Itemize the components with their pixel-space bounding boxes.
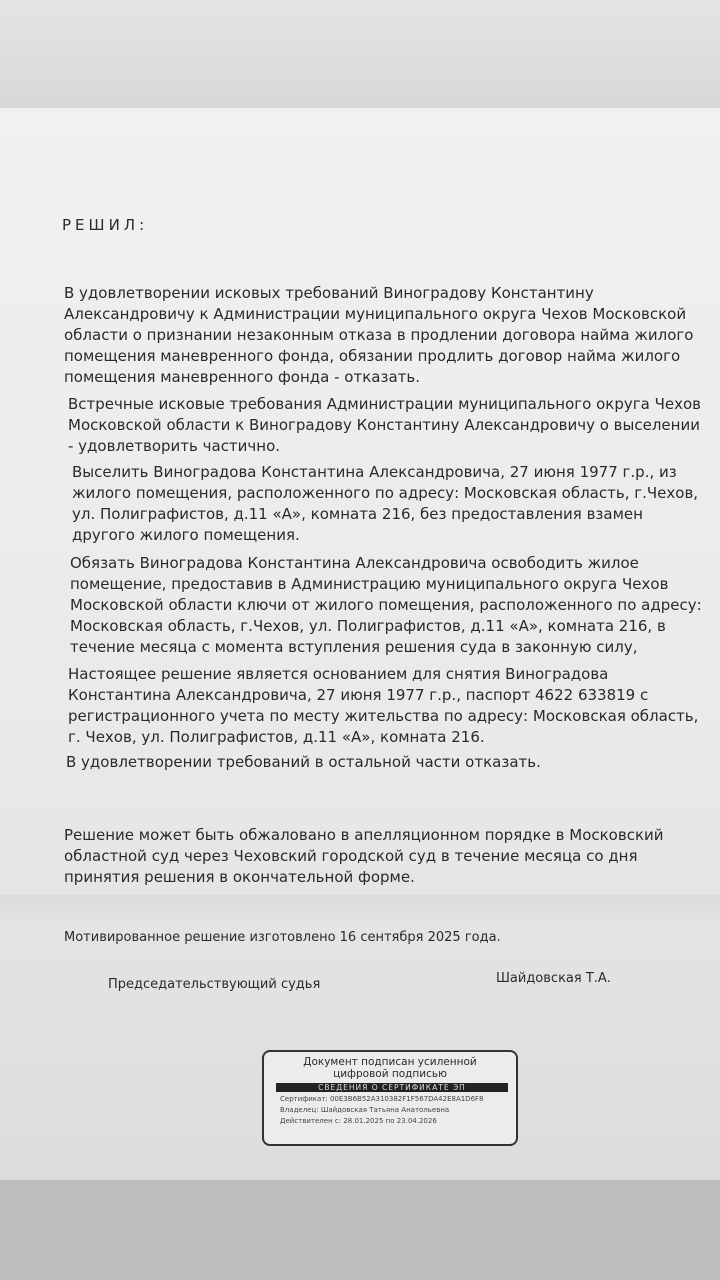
text-line: жилого помещения, расположенного по адресу: Московская область, г.Чехов, [72, 484, 699, 502]
stamp-title-line: Документ подписан усиленной [303, 1056, 477, 1068]
stamp-certificate-header: СВЕДЕНИЯ О СЕРТИФИКАТЕ ЭП [276, 1083, 508, 1092]
text-line: ул. Полиграфистов, д.11 «А», комната 216, без предоставления взамен [72, 505, 643, 523]
text-line: принятия решения в окончательной форме. [64, 868, 415, 886]
paragraph-eviction [72, 462, 698, 546]
text-line: В удовлетворении исковых требований Виноградову Константину [64, 284, 594, 302]
background-top [0, 0, 720, 108]
text-line: - удовлетворить частично. [68, 437, 281, 455]
text-line: помещение, предоставив в Администрацию муниципального округа Чехов [70, 575, 669, 593]
paragraph-counterclaims [68, 394, 701, 457]
motivated-decision-date: Мотивированное решение изготовлено 16 сентября 2025 года. [64, 930, 501, 945]
text-line: Настоящее решение является основанием для снятия Виноградова [68, 665, 609, 683]
decision-heading: РЕШИЛ: [62, 216, 149, 234]
text-line: Московской области ключи от жилого помещения, расположенного по адресу: [70, 596, 702, 614]
judge-name: Шайдовская Т.А. [496, 971, 611, 986]
paragraph-deregistration [68, 664, 698, 748]
text-line: г. Чехов, ул. Полиграфистов, д.11 «А», комната 216. [68, 728, 485, 746]
digital-signature-stamp [262, 1050, 518, 1146]
stamp-validity: Действителен с: 28.01.2025 по 23.04.2026 [280, 1117, 437, 1125]
background-bottom [0, 1180, 720, 1280]
text-line: течение месяца с момента вступления решения суда в законную силу, [70, 638, 638, 656]
stamp-owner: Владелец: Шайдовская Татьяна Анатольевна [280, 1106, 450, 1114]
text-line: Московская область, г.Чехов, ул. Полиграфистов, д.11 «А», комната 216, в [70, 617, 666, 635]
stamp-title [264, 1056, 516, 1080]
paragraph-rest-denied [66, 752, 541, 773]
text-line: регистрационного учета по месту жительства по адресу: Московская область, [68, 707, 699, 725]
paragraph-obligation [70, 553, 702, 658]
text-line: Константина Александровича, 27 июня 1977 г.р., паспорт 4622 633819 с [68, 686, 649, 704]
judge-title: Председательствующий судья [108, 977, 321, 992]
paragraph-appeal [64, 825, 664, 888]
text-line: другого жилого помещения. [72, 526, 300, 544]
text-line: Московской области к Виноградову Константину Александровичу о выселении [68, 416, 700, 434]
text-line: В удовлетворении требований в остальной части отказать. [66, 753, 541, 771]
stamp-title-line: цифровой подписью [333, 1068, 447, 1080]
paragraph-claims-denied [64, 283, 693, 388]
text-line: области о признании незаконным отказа в продлении договора найма жилого [64, 326, 694, 344]
text-line: помещения маневренного фонда - отказать. [64, 368, 420, 386]
text-line: помещения маневренного фонда, обязании продлить договор найма жилого [64, 347, 681, 365]
text-line: Обязать Виноградова Константина Александровича освободить жилое [70, 554, 639, 572]
text-line: Решение может быть обжаловано в апелляционном порядке в Московский [64, 826, 664, 844]
text-line: Александровичу к Администрации муниципального округа Чехов Московской [64, 305, 687, 323]
text-line: Встречные исковые требования Администрации муниципального округа Чехов [68, 395, 701, 413]
paper-fold [0, 895, 720, 925]
stamp-certificate: Сертификат: 00E3B6B52A310382F1F567DA42E8A1D6F8 [280, 1095, 484, 1103]
text-line: областной суд через Чеховский городской суд в течение месяца со дня [64, 847, 638, 865]
text-line: Выселить Виноградова Константина Александровича, 27 июня 1977 г.р., из [72, 463, 677, 481]
